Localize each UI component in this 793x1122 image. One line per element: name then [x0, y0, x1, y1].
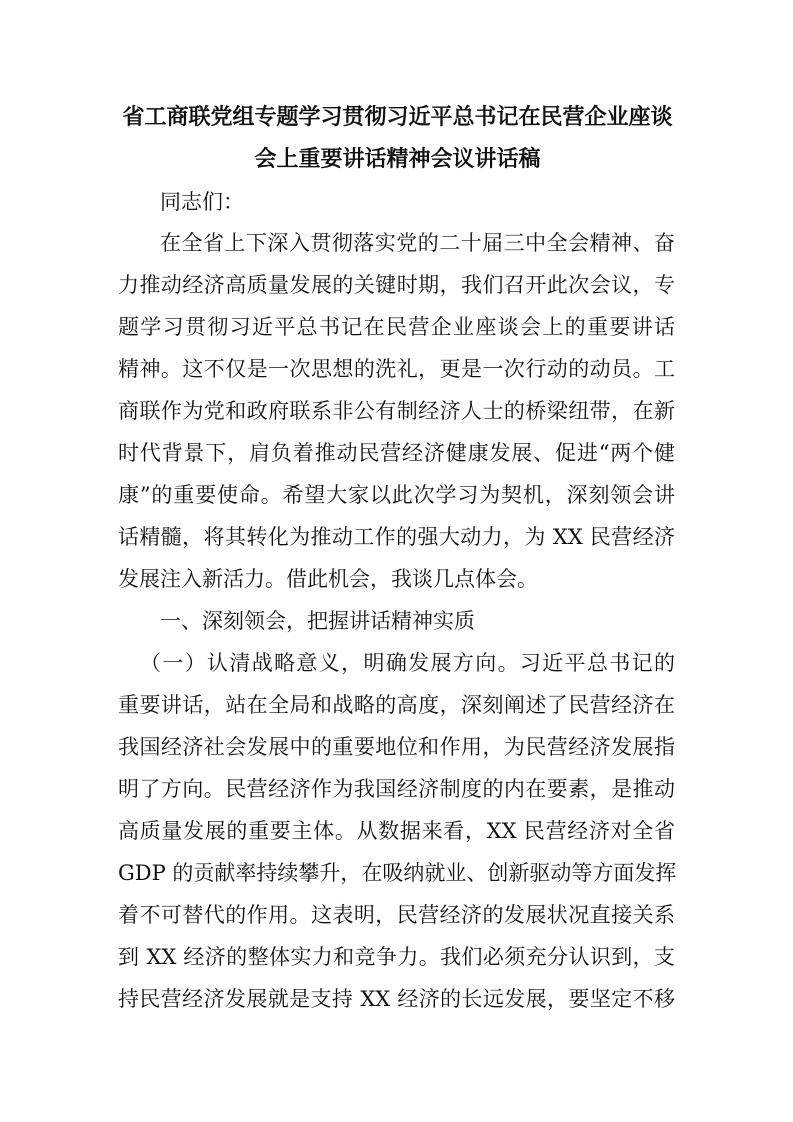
paragraph-1-line-2: 力推动经济高质量发展的关键时期，我们召开此次会议，专	[118, 273, 675, 297]
paragraph-2-line-8: 到 XX 经济的整体实力和竞争力。我们必须充分认识到，支	[118, 945, 675, 969]
paragraph-1-line-3: 题学习贯彻习近平总书记在民营企业座谈会上的重要讲话	[118, 315, 675, 339]
paragraph-1-line-5: 商联作为党和政府联系非公有制经济人士的桥梁纽带，在新	[118, 399, 675, 423]
paragraph-2-line-4: 明了方向。民营经济作为我国经济制度的内在要素，是推动	[118, 777, 675, 801]
paragraph-2-line-1: （一）认清战略意义，明确发展方向。习近平总书记的	[140, 651, 675, 675]
paragraph-1-line-1: 在全省上下深入贯彻落实党的二十届三中全会精神、奋	[160, 231, 675, 255]
paragraph-2-line-7: 着不可替代的作用。这表明，民营经济的发展状况直接关系	[118, 903, 675, 927]
paragraph-2-line-2: 重要讲话，站在全局和战略的高度，深刻阐述了民营经济在	[118, 693, 675, 717]
paragraph-1-line-4: 精神。这不仅是一次思想的洗礼，更是一次行动的动员。工	[118, 357, 675, 381]
paragraph-2-line-9: 持民营经济发展就是支持 XX 经济的长远发展，要坚定不移	[118, 987, 675, 1011]
paragraph-2-line-3: 我国经济社会发展中的重要地位和作用，为民营经济发展指	[118, 735, 675, 759]
document-title-line-1: 省工商联党组专题学习贯彻习近平总书记在民营企业座谈	[122, 105, 673, 130]
paragraph-1-line-7: 康”的重要使命。希望大家以此次学习为契机，深刻领会讲	[118, 483, 675, 507]
paragraph-1-line-8: 话精髓，将其转化为推动工作的强大动力，为 XX 民营经济	[118, 525, 675, 549]
paragraph-2-line-6: GDP 的贡献率持续攀升，在吸纳就业、创新驱动等方面发挥	[118, 861, 677, 885]
paragraph-2-line-5: 高质量发展的重要主体。从数据来看，XX 民营经济对全省	[118, 819, 675, 843]
section-heading-1: 一、深刻领会，把握讲话精神实质	[160, 609, 475, 633]
salutation: 同志们：	[160, 190, 244, 214]
paragraph-1-line-6: 时代背景下，肩负着推动民营经济健康发展、促进“两个健	[118, 441, 675, 465]
paragraph-1-line-9: 发展注入新活力。借此机会，我谈几点体会。	[118, 567, 538, 591]
document-title-line-2: 会上重要讲话精神会议讲话稿	[254, 147, 541, 172]
